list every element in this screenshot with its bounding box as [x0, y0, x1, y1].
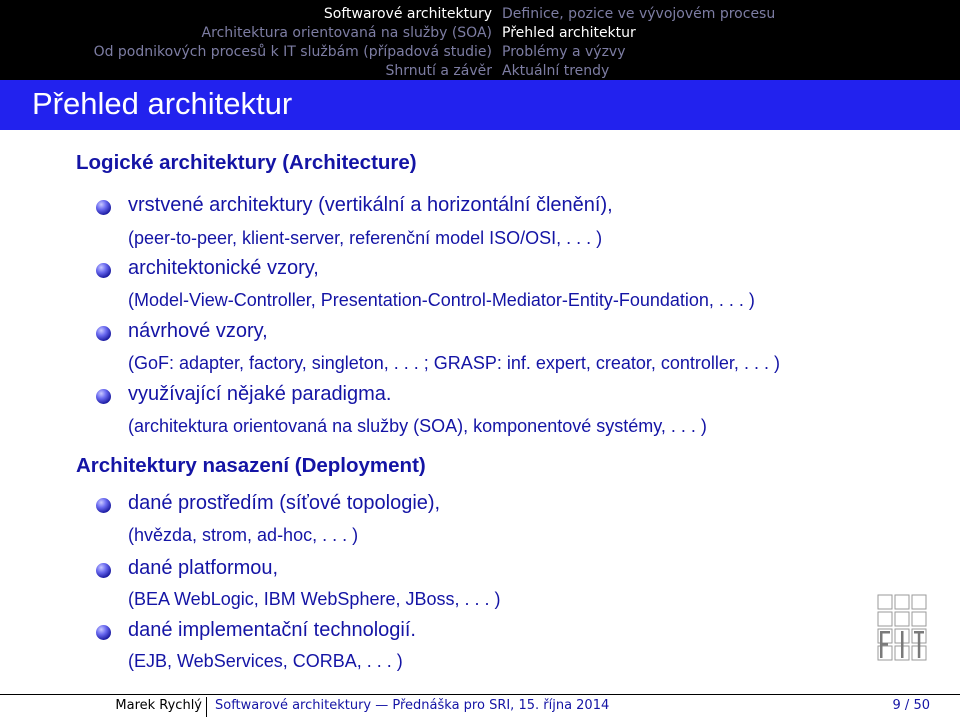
list-item-detail: (BEA WebLogic, IBM WebSphere, JBoss, . . . ): [128, 589, 501, 609]
nav-section-shrnuti[interactable]: Shrnutí a závěr: [385, 63, 492, 79]
bullet-icon: [96, 389, 111, 404]
bullet-icon: [96, 200, 111, 215]
nav-section-softwarove-architektury[interactable]: Softwarové architektury: [323, 6, 492, 22]
list-item-detail: (peer-to-peer, klient-server, referenční model ISO/OSI, . . . ): [128, 228, 603, 248]
footer-title: Softwarové architektury — Přednáška pro SRI, 15. října 2014: [215, 698, 610, 713]
bullet-icon: [96, 326, 111, 341]
page-number: 9 / 50: [892, 698, 930, 713]
list-item-detail: (hvězda, strom, ad-hoc, . . . ): [128, 525, 359, 545]
list-item: vrstvené architektury (vertikální a horizontální členění),: [128, 194, 613, 216]
list-item-detail: (GoF: adapter, factory, singleton, . . . ; GRASP: inf. expert, creator, controller, . . . ): [128, 353, 780, 373]
nav-section-pripadova-studie[interactable]: Od podnikových procesů k IT službám (případová studie): [93, 44, 492, 60]
nav-subsections: [502, 5, 942, 81]
list-item: dané prostředím (síťové topologie),: [128, 492, 441, 514]
footer-author: Marek Rychlý: [115, 698, 202, 713]
list-item-detail: (Model-View-Controller, Presentation-Control-Mediator-Entity-Foundation, . . . ): [128, 290, 755, 310]
bullet-icon: [96, 263, 111, 278]
nav-section-soa[interactable]: Architektura orientovaná na služby (SOA): [201, 25, 492, 41]
list-item: architektonické vzory,: [128, 257, 319, 279]
list-item: dané platformou,: [128, 557, 279, 579]
nav-subsection-prehled-architektur[interactable]: Přehled architektur: [502, 25, 636, 41]
footer-divider: [206, 697, 207, 717]
nav-sections: [0, 5, 492, 81]
block-title-deployment: Architektury nasazení (Deployment): [76, 454, 426, 477]
list-item: využívající nějaké paradigma.: [128, 383, 392, 405]
nav-subsection-definice[interactable]: Definice, pozice ve vývojovém procesu: [502, 6, 776, 22]
block-title-logical: Logické architektury (Architecture): [76, 151, 417, 174]
bullet-icon: [96, 563, 111, 578]
nav-subsection-problemy[interactable]: Problémy a výzvy: [502, 44, 626, 60]
bullet-icon: [96, 498, 111, 513]
list-item-detail: (architektura orientovaná na služby (SOA), komponentové systémy, . . . ): [128, 416, 707, 436]
nav-subsection-trendy[interactable]: Aktuální trendy: [502, 63, 610, 79]
frame-title: Přehled architektur: [32, 86, 293, 121]
list-item: návrhové vzory,: [128, 320, 268, 342]
bullet-icon: [96, 625, 111, 640]
list-item: dané implementační technologií.: [128, 619, 416, 641]
list-item-detail: (EJB, WebServices, CORBA, . . . ): [128, 651, 403, 671]
fit-logo: [877, 594, 927, 672]
